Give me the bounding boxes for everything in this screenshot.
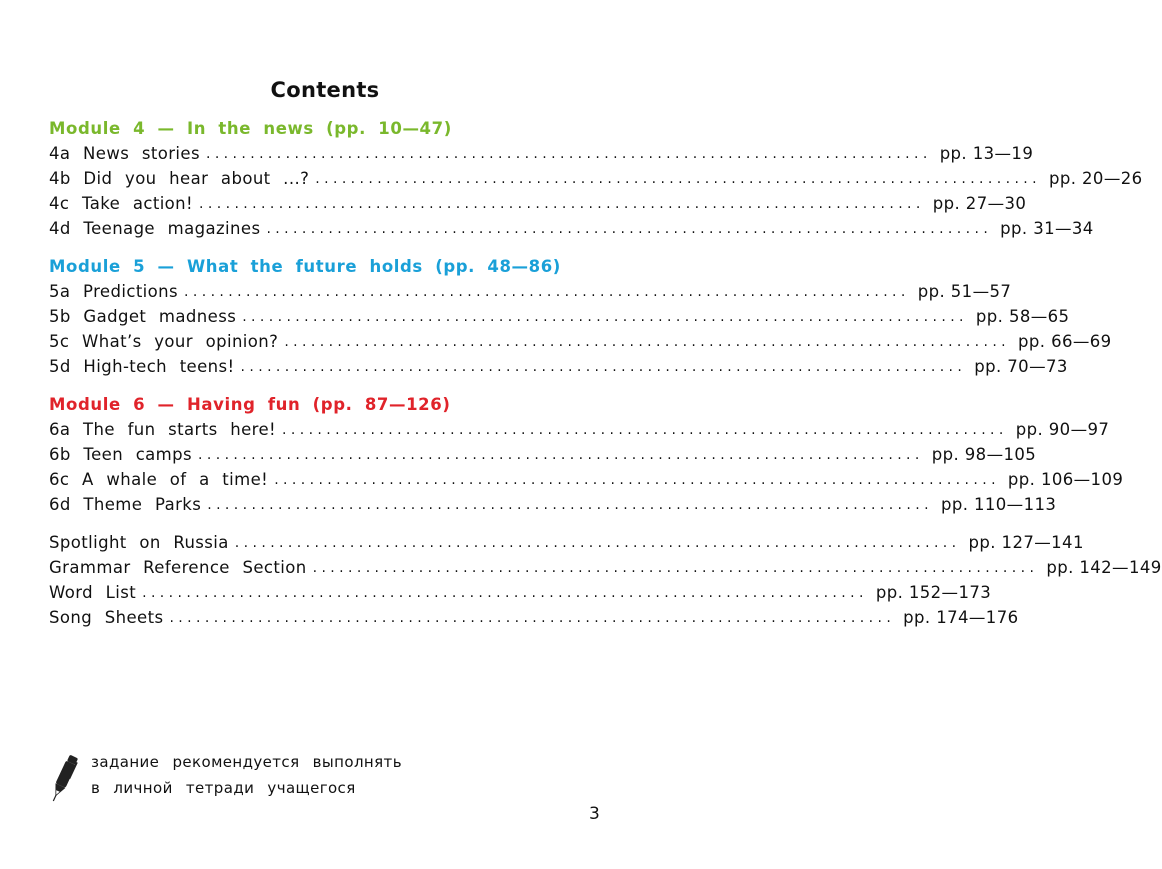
entry-pages: pp. 31—34 [1000,219,1094,238]
dot-leader: .................................................................................. [234,535,961,551]
toc-entry-4a[interactable] [49,140,1034,164]
dot-leader: .................................................................................. [240,359,967,375]
toc-entry-6b[interactable] [49,441,1037,465]
module-4-heading: Module 4 — In the news (pp. 10—47) [49,119,452,138]
entry-label: Song Sheets [49,608,164,627]
footer-note-line-1: задание рекомендуется выполнять [91,753,402,771]
entry-label: 6c A whale of a time! [49,470,269,489]
entry-label: 5b Gadget madness [49,307,237,326]
dot-leader: .................................................................................. [315,171,1041,187]
entry-label: 5a Predictions [49,282,179,301]
module-5-heading: Module 5 — What the future holds (pp. 48—86) [49,257,561,276]
entry-pages: pp. 174—176 [903,608,1019,627]
entry-pages: pp. 51—57 [917,282,1012,301]
entry-pages: pp. 13—19 [939,144,1034,163]
dot-leader: .................................................................................. [266,221,993,237]
contents-title: Contents [270,78,380,102]
dot-leader: .................................................................................. [284,334,1011,350]
entry-pages: pp. 58—65 [975,307,1070,326]
dot-leader: .................................................................................. [198,447,924,463]
entry-pages: pp. 110—113 [940,495,1057,514]
module-6-heading: Module 6 — Having fun (pp. 87—126) [49,395,451,414]
entry-pages: pp. 152—173 [875,583,992,602]
pen-icon [48,752,78,806]
entry-label: 4c Take action! [49,194,194,213]
entry-pages: pp. 90—97 [1015,420,1110,439]
entry-label: Spotlight on Russia [49,533,229,552]
entry-pages: pp. 27—30 [932,194,1027,213]
entry-label: 6a The fun starts here! [49,420,277,439]
toc-entry-spotlight[interactable] [49,529,1084,553]
entry-label: 5c What’s your opinion? [49,332,279,351]
toc-entry-6c[interactable] [49,466,1124,490]
dot-leader: .................................................................................. [274,472,1000,488]
entry-label: 4d Teenage magazines [49,219,261,238]
toc-entry-6a[interactable] [49,416,1110,440]
toc-entry-5b[interactable] [49,303,1070,327]
entry-pages: pp. 98—105 [931,445,1037,464]
dot-leader: .................................................................................. [184,284,910,300]
dot-leader: .................................................................................. [169,610,896,626]
entry-label: 6b Teen camps [49,445,193,464]
toc-entry-wordlist[interactable] [49,579,992,603]
entry-pages: pp. 20—26 [1049,169,1143,188]
entry-pages: pp. 142—149 [1046,558,1162,577]
dot-leader: .................................................................................. [242,309,968,325]
entry-pages: pp. 66—69 [1018,332,1112,351]
dot-leader: .................................................................................. [282,422,1008,438]
toc-entry-5c[interactable] [49,328,1112,352]
toc-entry-4c[interactable] [49,190,1027,214]
toc-entry-songs[interactable] [49,604,1019,628]
dot-leader: .................................................................................. [312,560,1039,576]
footer-note-line-2: в личной тетради учащегося [91,779,356,797]
entry-pages: pp. 127—141 [968,533,1084,552]
entry-pages: pp. 70—73 [974,357,1068,376]
dot-leader: .................................................................................. [199,196,925,212]
entry-label: Word List [49,583,137,602]
toc-entry-5a[interactable] [49,278,1012,302]
toc-entry-6d[interactable] [49,491,1057,515]
toc-entry-4d[interactable] [49,215,1094,239]
entry-label: Grammar Reference Section [49,558,307,577]
entry-label: 4b Did you hear about ...? [49,169,310,188]
entry-label: 6d Theme Parks [49,495,202,514]
entry-pages: pp. 106—109 [1007,470,1124,489]
entry-label: 4a News stories [49,144,200,163]
toc-entry-5d[interactable] [49,353,1068,377]
dot-leader: .................................................................................. [207,497,933,513]
toc-entry-4b[interactable] [49,165,1143,189]
dot-leader: .................................................................................. [205,146,932,162]
page-number: 3 [589,804,600,824]
dot-leader: .................................................................................. [142,585,868,601]
toc-entry-grammar[interactable] [49,554,1162,578]
entry-label: 5d High-tech teens! [49,357,235,376]
